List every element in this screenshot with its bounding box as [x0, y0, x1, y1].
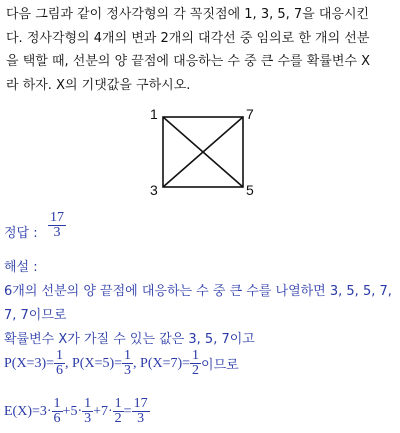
- e-prefix: E(X)=3·: [4, 403, 52, 419]
- p-x7-num: 1: [192, 348, 200, 363]
- problem-line-3: 을 택할 때, 선분의 양 끝점에 대응하는 수 중 큰 수를 확률변수 X: [6, 54, 371, 69]
- e-mid-2: +7·: [93, 403, 113, 419]
- p-x5-label: , P(X=5)=: [65, 355, 123, 371]
- p-x5-num: 1: [124, 348, 132, 363]
- vertex-label-top-right: 7: [246, 106, 254, 122]
- p-x3-label: P(X=3)=: [4, 355, 55, 371]
- p-x3-den: 6: [56, 363, 64, 378]
- problem-line-1: 다음 그림과 같이 정사각형의 각 꼭짓점에 1, 3, 5, 7을 대응시킨: [6, 7, 370, 22]
- p-x5-fraction: [122, 349, 133, 378]
- e2-den: 3: [84, 411, 92, 426]
- probability-line: [4, 349, 239, 378]
- answer-fraction: [48, 211, 66, 240]
- e-result-num: 17: [133, 396, 148, 411]
- problem-line-4: 라 하자. X의 기댓값을 구하시오.: [6, 77, 191, 93]
- probability-suffix: 이므로: [201, 358, 239, 373]
- e3-den: 2: [114, 411, 122, 426]
- vertex-label-bottom-right: 5: [246, 182, 254, 198]
- answer-denominator: 3: [53, 225, 61, 240]
- p-x7-fraction: [190, 349, 201, 378]
- e-result-fraction: [132, 397, 150, 426]
- vertex-label-bottom-left: 3: [150, 182, 158, 198]
- e-equals: =: [123, 403, 132, 419]
- solution-line-1: 6개의 선분의 양 끝점에 대응하는 수 중 큰 수를 나열하면 3, 5, 5, 7,: [4, 284, 392, 299]
- answer-numerator: 17: [50, 210, 64, 225]
- problem-line-2: 다. 정사각형의 4개의 변과 2개의 대각선 중 임의로 한 개의 선분: [6, 30, 370, 46]
- e1-num: 1: [53, 396, 61, 411]
- e-fraction-3: [113, 397, 124, 426]
- p-x3-num: 1: [56, 348, 64, 363]
- vertex-label-top-left: 1: [150, 106, 158, 122]
- p-x7-den: 2: [192, 363, 200, 378]
- e1-den: 6: [53, 411, 61, 426]
- e3-num: 1: [114, 396, 122, 411]
- problem-text: [6, 3, 396, 97]
- e-fraction-2: [82, 397, 93, 426]
- square-diagram: [150, 104, 258, 196]
- p-x7-label: , P(X=7)=: [133, 355, 191, 371]
- e-result-den: 3: [137, 411, 145, 426]
- answer-label: 정답 :: [4, 226, 38, 241]
- e-fraction-1: [52, 397, 63, 426]
- e-mid-1: +5·: [62, 403, 83, 419]
- solution-line-3: 확률변수 X가 가질 수 있는 값은 3, 5, 7이고: [4, 332, 255, 347]
- expectation-line: [4, 397, 150, 426]
- square-figure: [150, 104, 258, 196]
- solution-line-2: 7, 7이므로: [4, 308, 67, 323]
- solution-heading: 해설 :: [4, 260, 38, 275]
- p-x5-den: 3: [124, 363, 132, 378]
- p-x3-fraction: [54, 349, 65, 378]
- e2-num: 1: [84, 396, 92, 411]
